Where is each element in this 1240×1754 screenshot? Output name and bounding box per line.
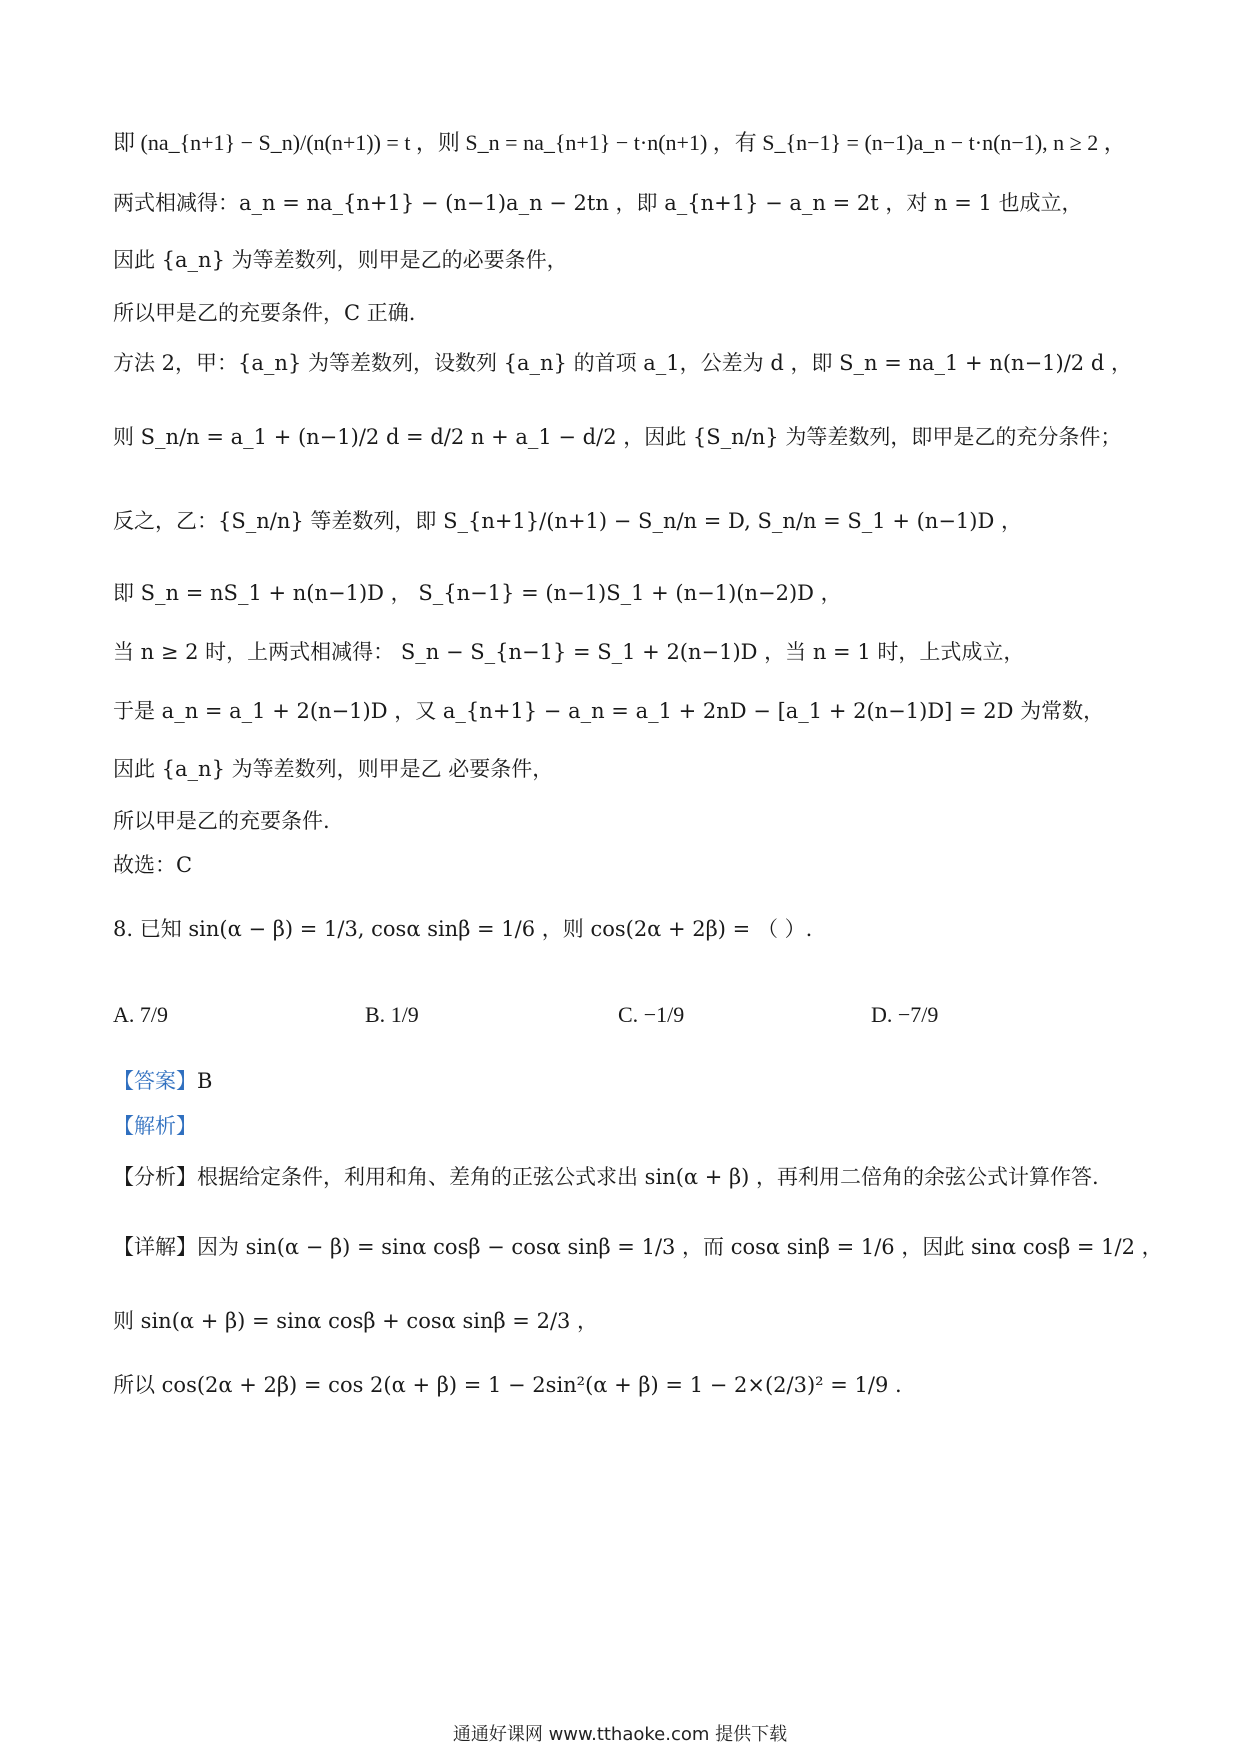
- text-line: 方法 2，甲：{a_n} 为等差数列，设数列 {a_n} 的首项 a_1，公差为 d ，即 S_n = na_1 + n(n−1)/2 d ，: [113, 351, 1132, 375]
- choice-c: [618, 1002, 684, 1028]
- fenxi-line: [113, 1162, 1133, 1192]
- text-line: 即 S_n = nS_1 + n(n−1)D ， S_{n−1} = (n−1)S_1 + (n−1)(n−2)D ，: [113, 581, 842, 605]
- analysis-tag: 【解析】: [113, 1114, 197, 1138]
- page-footer: 通通好课网 www.tthaoke.com 提供下载: [452, 1724, 788, 1745]
- choice-a: [113, 1002, 168, 1028]
- text-line: 所以 cos(2α + 2β) = cos 2(α + β) = 1 − 2sin²(α + β) = 1 − 2×(2/3)² = 1/9 .: [113, 1373, 902, 1397]
- text-line: 于是 a_n = a_1 + 2(n−1)D ，又 a_{n+1} − a_n = a_1 + 2nD − [a_1 + 2(n−1)D] = 2D 为常数，: [113, 699, 1105, 723]
- fenxi-text: 根据给定条件，利用和角、差角的正弦公式求出 sin(α + β) ，再利用二倍角的余弦公式计算作答.: [197, 1165, 1099, 1189]
- choice-b: [365, 1002, 419, 1028]
- choice-value: −7/9: [897, 1002, 939, 1027]
- text-line: 因此 {a_n} 为等差数列，则甲是乙 必要条件，: [113, 757, 554, 781]
- choice-value: 7/9: [139, 1002, 169, 1027]
- text-line: 即 (na_{n+1} − S_n)/(n(n+1)) = t ，则 S_n = na_{n+1} − t·n(n+1) ，有 S_{n−1} = (n−1)a_n − t·n(n−1), n ≥ 2 ，: [113, 130, 1126, 155]
- text-line: 则 sin(α + β) = sinα cosβ + cosα sinβ = 2/3 ，: [113, 1309, 599, 1333]
- answer-text: B: [197, 1069, 213, 1093]
- choice-label: C.: [618, 1002, 639, 1027]
- analysis-line: [113, 1111, 1133, 1141]
- answer-tag: 【答案】: [113, 1069, 197, 1093]
- xiangjie-text: 因为 sin(α − β) = sinα cosβ − cosα sinβ = 1/3 ，而 cosα sinβ = 1/6 ，因此 sinα cosβ = 1/2 ，: [197, 1235, 1163, 1259]
- choice-value: 1/9: [390, 1002, 419, 1027]
- text-line: 因此 {a_n} 为等差数列，则甲是乙的必要条件，: [113, 248, 568, 272]
- answer-line: [113, 1066, 1133, 1096]
- text-line: 所以甲是乙的充要条件，C 正确.: [113, 301, 416, 325]
- choice-label: D.: [871, 1002, 893, 1027]
- fenxi-tag: 【分析】: [113, 1165, 197, 1189]
- text-line: 故选：C: [113, 853, 193, 877]
- text-line: 当 n ≥ 2 时，上两式相减得： S_n − S_{n−1} = S_1 + 2(n−1)D ，当 n = 1 时，上式成立，: [113, 640, 1025, 664]
- choice-label: A.: [113, 1002, 135, 1027]
- text-line: 所以甲是乙的充要条件.: [113, 809, 330, 833]
- choice-label: B.: [365, 1002, 386, 1027]
- xiangjie-tag: 【详解】: [113, 1235, 197, 1259]
- xiangjie-line: [113, 1232, 1163, 1262]
- choice-value: −1/9: [643, 1002, 685, 1027]
- choice-d: [871, 1002, 938, 1028]
- text-line: 反之，乙：{S_n/n} 等差数列，即 S_{n+1}/(n+1) − S_n/n = D, S_n/n = S_1 + (n−1)D ，: [113, 509, 1022, 533]
- text-line: 则 S_n/n = a_1 + (n−1)/2 d = d/2 n + a_1 − d/2 ，因此 {S_n/n} 为等差数列，即甲是乙的充分条件；: [113, 425, 1122, 449]
- text-line: 两式相减得：a_n = na_{n+1} − (n−1)a_n − 2tn ，即 a_{n+1} − a_n = 2t ，对 n = 1 也成立，: [113, 191, 1083, 215]
- question-8: 8. 已知 sin(α − β) = 1/3, cosα sinβ = 1/6 ，则 cos(2α + 2β) = （ ）.: [113, 917, 813, 941]
